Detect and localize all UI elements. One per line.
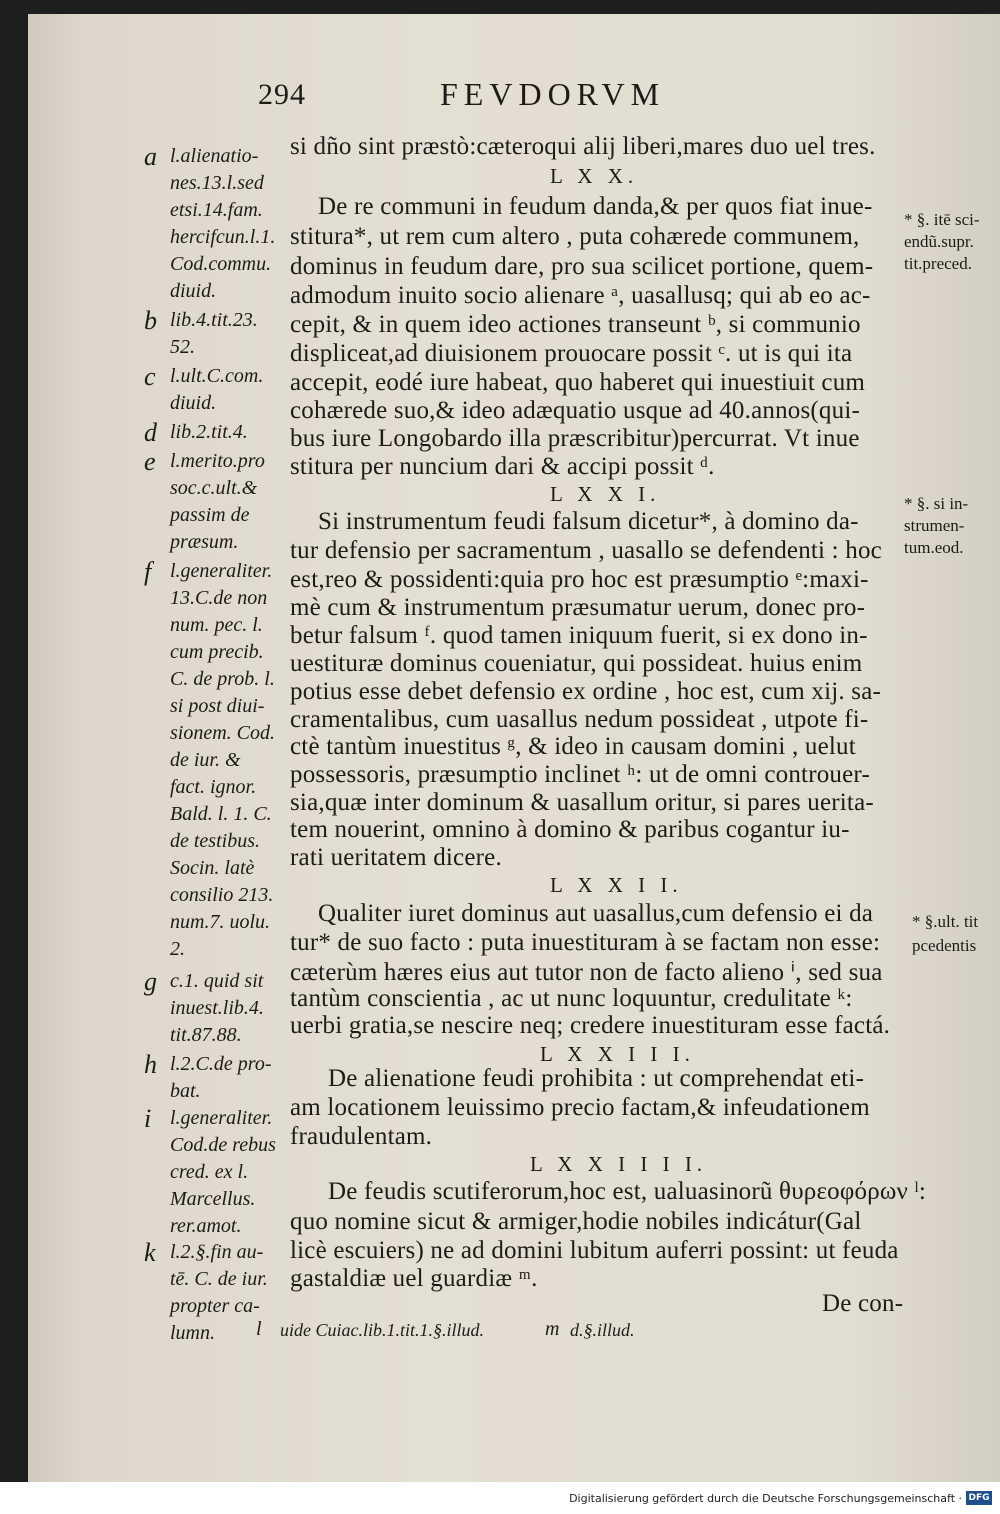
margin-note-marker: i — [144, 1104, 152, 1133]
text-line: cepit, & in quem ideo actiones transeunt ᵇ, si communio — [290, 311, 861, 338]
margin-note: tē. C. de iur. — [170, 1268, 268, 1290]
margin-note: tit.87.88. — [170, 1024, 242, 1046]
margin-note: l.merito.pro — [170, 450, 265, 472]
margin-note: Marcellus. — [170, 1188, 256, 1210]
margin-note-marker: c — [144, 362, 156, 391]
margin-note: 13.C.de non — [170, 587, 268, 609]
footnote-marker: l — [256, 1318, 262, 1340]
margin-note: soc.c.ult.& — [170, 477, 258, 499]
text-line: stitura per nuncium dari & accipi possit ᵈ. — [290, 453, 715, 480]
margin-note: de testibus. — [170, 830, 260, 852]
margin-note: si post diui- — [170, 695, 265, 717]
margin-note: lib.4.tit.23. — [170, 309, 258, 331]
margin-note: sionem. Cod. — [170, 722, 275, 744]
section-heading: L X X. — [550, 164, 639, 188]
margin-note: l.ult.C.com. — [170, 365, 264, 387]
text-line: possessoris, præsumptio inclinet ʰ: ut de omni controuer- — [290, 761, 870, 788]
margin-note: cred. ex l. — [170, 1161, 249, 1183]
text-line: sia,quæ inter dominum & uasallum oritur, si pares ueritа- — [290, 789, 874, 816]
text-line: De feudis scutiferorum,hoc est, ualuasinorũ θυρεοφόρων ˡ: — [328, 1178, 926, 1205]
text-line: mè cum & instrumentum præsumatur uerum, donec pro- — [290, 594, 866, 621]
margin-note: diuid. — [170, 280, 217, 302]
page-number: 294 — [258, 78, 306, 111]
text-line: betur falsum ᶠ. quod tamen iniquum fuerit, si ex dono in- — [290, 622, 868, 649]
margin-note: Cod.commu. — [170, 253, 272, 275]
margin-note: etsi.14.fam. — [170, 199, 263, 221]
text-line: De alienatione feudi prohibita : ut comprehendat eti- — [328, 1065, 865, 1092]
footnote-text: uide Cuiac.lib.1.tit.1.§.illud. — [280, 1320, 484, 1340]
digitization-credit: Digitalisierung gefördert durch die Deutsche Forschungsgemeinschaft · — [569, 1492, 962, 1505]
text-line: rati ueritatem dicere. — [290, 844, 502, 871]
margin-note: c.1. quid sit — [170, 970, 264, 992]
right-margin-note: pcedentis — [912, 936, 977, 955]
text-line: quo nomine sicut & armiger,hodie nobiles indicátur(Gal — [290, 1208, 862, 1235]
page-title: FEVDORVM — [440, 76, 666, 112]
text-line: cæterùm hæres eius aut tutor non de facto alieno ⁱ, sed sua — [290, 959, 883, 986]
right-margin-note: endũ.supr. — [904, 232, 974, 251]
section-heading: L X X I I I I. — [530, 1152, 708, 1176]
text-line: cramentalibus, cum uasallus nedum possideat , utpote fi- — [290, 706, 869, 733]
margin-note: num.7. uolu. — [170, 911, 270, 933]
margin-note: Socin. latè — [170, 857, 255, 879]
margin-note: l.generaliter. — [170, 560, 273, 582]
margin-note: l.2.§.fin au- — [170, 1241, 264, 1263]
margin-note-marker: g — [144, 967, 157, 996]
margin-note: cum precib. — [170, 641, 264, 663]
margin-note-marker: k — [144, 1238, 156, 1267]
text-line: potius esse debet defensio ex ordine , hoc est, cum xij. sa- — [290, 678, 882, 705]
dfg-logo: DFG — [966, 1491, 992, 1505]
margin-note: præsum. — [170, 531, 239, 553]
text-line: De re communi in feudum danda,& per quos fiat inue- — [318, 193, 873, 220]
margin-note: l.generaliter. — [170, 1107, 273, 1129]
text-line: Si instrumentum feudi falsum dicetur*, à domino da- — [318, 508, 859, 535]
right-margin-note: strumen- — [904, 516, 965, 535]
footnote-text: d.§.illud. — [570, 1320, 635, 1340]
margin-note-marker: h — [144, 1050, 157, 1079]
right-margin-note: * §. itē sci- — [904, 210, 980, 229]
text-line: uerbi gratia,se nescire neq; credere inuestituram esse factá. — [290, 1012, 891, 1039]
text-line: fraudulentam. — [290, 1123, 433, 1150]
margin-note: diuid. — [170, 392, 217, 414]
right-margin-note: tit.preced. — [904, 254, 972, 273]
margin-note-marker: d — [144, 418, 157, 447]
margin-note: consilio 213. — [170, 884, 274, 906]
right-margin-note: tum.eod. — [904, 538, 964, 557]
text-line: si dño sint præstò:cæteroqui alij liberi,mares duo uel tres. — [290, 133, 876, 160]
margin-note: nes.13.l.sed — [170, 172, 264, 194]
text-line: admodum inuito socio alienare ᵃ, uasallusq; qui ab eo ac- — [290, 282, 871, 309]
margin-note-marker: b — [144, 306, 157, 335]
text-line: est,reo & possidenti:quia pro hoc est præsumptio ᵉ:maxi- — [290, 566, 869, 593]
margin-note: bat. — [170, 1080, 201, 1102]
text-line: tem nouerint, omnino à domino & paribus cogantur iu- — [290, 816, 850, 843]
text-line: gastaldiæ uel guardiæ ᵐ. — [290, 1265, 538, 1292]
margin-note: inuest.lib.4. — [170, 997, 264, 1019]
margin-note: de iur. & — [170, 749, 241, 771]
margin-note: 2. — [170, 938, 185, 960]
margin-note: passim de — [170, 504, 250, 526]
margin-note: Cod.de rebus — [170, 1134, 276, 1156]
text-line: stitura*, ut rem cum altero , puta cohærede communem, — [290, 223, 860, 250]
text-line: Qualiter iuret dominus aut uasallus,cum defensio ei da — [318, 900, 874, 927]
text-line: tur defensio per sacramentum , uasallo se defendenti : hoc — [290, 537, 882, 564]
margin-note-marker: e — [144, 447, 156, 476]
margin-note: l.2.C.de pro- — [170, 1053, 272, 1075]
margin-note: propter ca- — [170, 1295, 260, 1317]
right-margin-note: * §. si in- — [904, 494, 969, 513]
margin-note: lib.2.tit.4. — [170, 421, 248, 443]
margin-note-marker: f — [144, 557, 152, 586]
text-line: displiceat,ad diuisionem prouocare possit ᶜ. ut is qui ita — [290, 340, 853, 367]
text-line: ctè tantùm inuestitus ᵍ, & ideo in causam domini , uelut — [290, 733, 856, 760]
text-line: dominus in feudum dare, pro sua scilicet portione, quem- — [290, 253, 874, 280]
margin-note: Bald. l. 1. C. — [170, 803, 272, 825]
text-line: bus iure Longobardo illa præscribitur)percurrat. Vt inue — [290, 425, 860, 452]
text-line: tantùm conscientia , ac ut nunc loquuntur, credulitate ᵏ: — [290, 985, 853, 1012]
margin-note: fact. ignor. — [170, 776, 257, 798]
section-heading: L X X I I. — [550, 873, 683, 897]
text-line: licè escuiers) ne ad domini lubitum auferri possint: ut feuda — [290, 1237, 899, 1264]
section-heading: L X X I. — [550, 482, 661, 506]
margin-note: hercifcun.l.1. — [170, 226, 276, 248]
margin-note: 52. — [170, 336, 195, 358]
margin-note: rer.amot. — [170, 1215, 242, 1237]
right-margin-note: * §.ult. tit — [912, 912, 979, 931]
text-line: accepit, eodé iure habeat, quo haberet qui inuestiuit cum — [290, 369, 866, 396]
margin-note-marker: a — [144, 142, 157, 171]
section-heading: L X X I I I. — [540, 1042, 695, 1066]
margin-note: num. pec. l. — [170, 614, 263, 636]
margin-note: l.alienatio- — [170, 145, 259, 167]
margin-note: C. de prob. l. — [170, 668, 275, 690]
text-line: tur* de suo facto : puta inuestituram à se factam non esse: — [290, 929, 881, 956]
catchword: De con- — [822, 1290, 904, 1317]
text-line: am locationem leuissimo precio factam,& infeudationem — [290, 1094, 870, 1121]
text-line: cohærede suo,& ideo adæquatio usque ad 40.annos(qui- — [290, 397, 861, 424]
footnote-marker: m — [545, 1318, 560, 1340]
margin-note: lumn. — [170, 1322, 215, 1344]
text-line: uestituræ dominus coueniatur, qui possideat. huius enim — [290, 650, 863, 677]
